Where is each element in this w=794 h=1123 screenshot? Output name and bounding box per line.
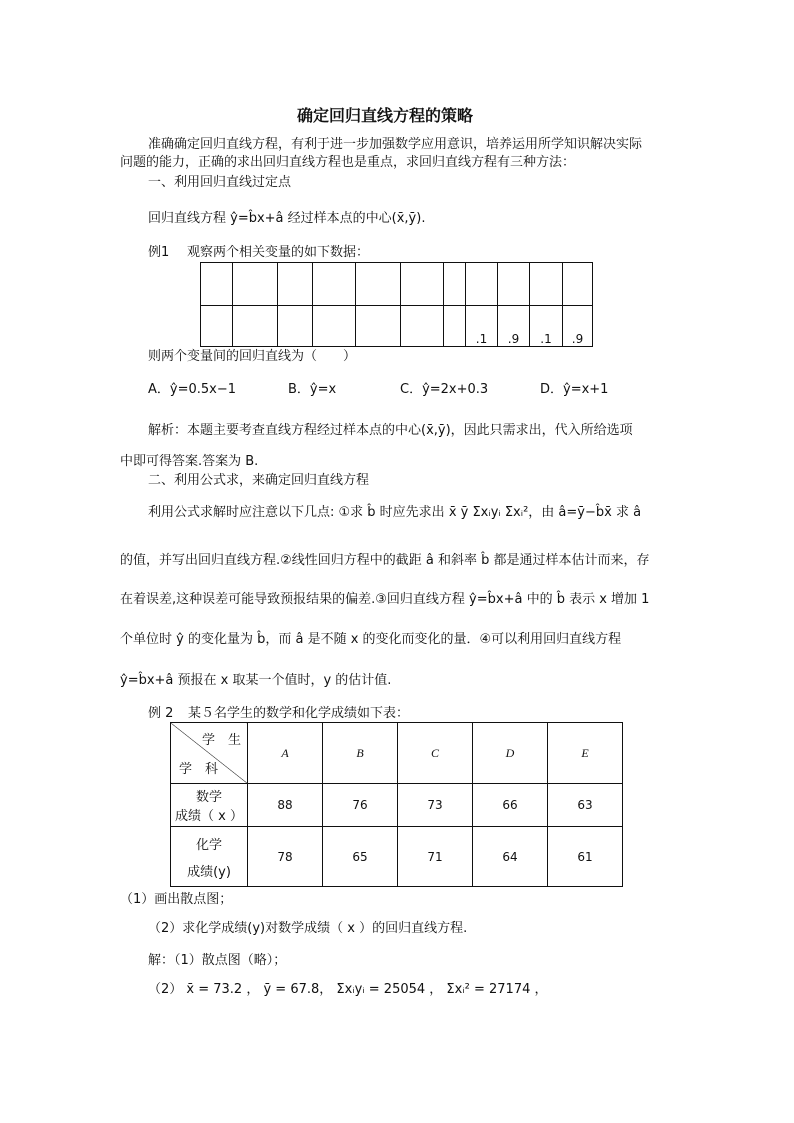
question-1: （1）画出散点图； [120, 892, 233, 907]
row-label: 化学 [195, 837, 222, 853]
table-cell: .9 [563, 306, 593, 347]
table-cell: .1 [466, 306, 498, 347]
question-2: （2）求化学成绩(y)对数学成绩（ x ）的回归直线方程. [148, 921, 468, 936]
example-1-question: 则两个变量间的回归直线为（ ） [148, 349, 357, 364]
table-cell: 78 [248, 827, 323, 887]
example-2-label: 例 2 [148, 706, 174, 721]
table-row [171, 784, 623, 827]
row-label: 成绩（ x ） [175, 809, 243, 824]
page-title: 确定回归直线方程的策略 [297, 106, 474, 125]
table-cell: 64 [473, 827, 548, 887]
section-1-heading: 一、利用回归直线过定点 [148, 175, 292, 190]
analysis-line-1: 解析：本题主要考查直线方程经过样本点的中心(x̄,ȳ)，因此只需求出，代入所给选项 [148, 423, 633, 438]
corner-bottom-label: 学 科 [179, 762, 219, 777]
option-a: A．ŷ=0.5x−1 [148, 382, 237, 397]
row-label: 数学 [195, 790, 222, 805]
student-header: E [548, 723, 623, 784]
row-label: 成绩(y) [187, 864, 231, 880]
table-cell: .1 [530, 306, 563, 347]
table-cell: 65 [323, 827, 398, 887]
section-2-line-5: ŷ=b̂x+â 预报在 x 取某一个值时，y 的估计值. [120, 673, 392, 688]
section-2-line-3: 在着误差,这种误差可能导致预报结果的偏差.③回归直线方程 ŷ=b̂x+â 中的 b̂ 表示 x 增加 1 [120, 592, 650, 607]
option-c: C．ŷ=2x+0.3 [400, 382, 489, 397]
section-2-line-1: 利用公式求解时应注意以下几点: ①求 b̂ 时应先求出 x̄ ȳ Σxᵢyᵢ Σxᵢ²，由 â=ȳ−b̂x̄ 求 â [148, 505, 642, 520]
example-1-table [200, 262, 593, 347]
example-2-table [170, 722, 623, 887]
solution-1: 解：（1）散点图（略）； [148, 953, 287, 968]
table-cell: 71 [398, 827, 473, 887]
table-row [171, 827, 623, 887]
table-cell: 63 [548, 784, 623, 827]
section-2-line-2: 的值，并写出回归直线方程.②线性回归方程中的截距 â 和斜率 b̂ 都是通过样本估计而来，存 [120, 553, 650, 568]
table-cell: 76 [323, 784, 398, 827]
example-1-text: 观察两个相关变量的如下数据： [187, 245, 370, 260]
student-header: D [473, 723, 548, 784]
section-2-heading: 二、利用公式求，来确定回归直线方程 [148, 473, 370, 488]
corner-header [171, 723, 248, 784]
student-header: A [248, 723, 323, 784]
analysis-line-2: 中即可得答案.答案为 B. [120, 454, 259, 469]
student-header: B [323, 723, 398, 784]
option-d: D．ŷ=x+1 [540, 382, 609, 397]
intro-line-1: 准确确定回归直线方程，有利于进一步加强数学应用意识，培养运用所学知识解决实际 [148, 137, 643, 152]
student-header: C [398, 723, 473, 784]
section-2-line-4: 个单位时 ŷ 的变化量为 b̂，而 â 是不随 x 的变化而变化的量．④可以利用回归直线方程 [120, 632, 622, 647]
example-1-label: 例1 [148, 245, 170, 260]
option-b: B．ŷ=x [288, 382, 337, 397]
intro-line-2: 问题的能力，正确的求出回归直线方程也是重点，求回归直线方程有三种方法： [120, 155, 576, 170]
corner-top-label: 学 生 [201, 733, 241, 748]
section-1-text: 回归直线方程 ŷ=b̂x+â 经过样本点的中心(x̄,ȳ). [148, 211, 426, 226]
table-cell: 73 [398, 784, 473, 827]
table-cell: 66 [473, 784, 548, 827]
solution-2: （2） x̄ = 73.2 ， ȳ = 67.8， Σxᵢyᵢ = 25054 ， Σxᵢ² = 27174 ， [148, 982, 548, 997]
table-cell: .9 [498, 306, 530, 347]
table-cell: 61 [548, 827, 623, 887]
example-2-text: 某５名学生的数学和化学成绩如下表： [188, 706, 410, 721]
table-cell: 88 [248, 784, 323, 827]
